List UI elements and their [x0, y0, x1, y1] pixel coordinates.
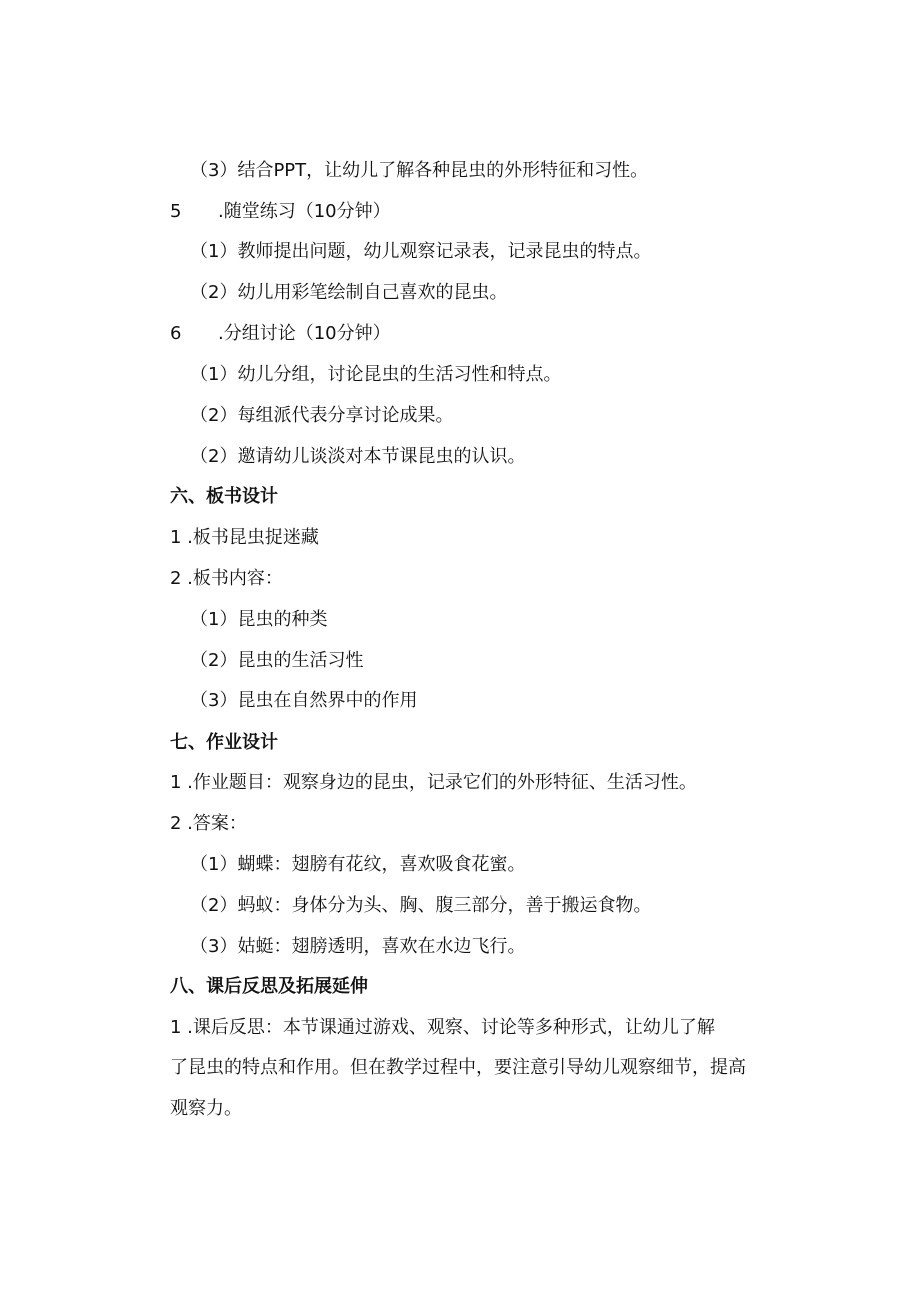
- list-item: 1 .作业题目：观察身边的昆虫，记录它们的外形特征、生活习性。: [170, 772, 697, 793]
- paragraph-line: 观察力。: [170, 1098, 242, 1119]
- list-item: （2）蚂蚁：身体分为头、胸、腹三部分，善于搬运食物。: [190, 895, 652, 916]
- paragraph-line: 1 .课后反思：本节课通过游戏、观察、讨论等多种形式，让幼儿了解: [170, 1017, 715, 1038]
- section-heading: 六、板书设计: [170, 486, 278, 507]
- section-text: .分组讨论（10分钟）: [218, 323, 391, 344]
- list-item: （2）昆虫的生活习性: [190, 650, 364, 671]
- list-item: （3）姑蜓：翅膀透明，喜欢在水边飞行。: [190, 936, 526, 957]
- list-item: （1）幼儿分组，讨论昆虫的生活习性和特点。: [190, 364, 562, 385]
- section-heading: 七、作业设计: [170, 732, 278, 753]
- list-item: （1）蝴蝶：翅膀有花纹，喜欢吸食花蜜。: [190, 854, 526, 875]
- list-item: 2 .答案：: [170, 813, 247, 834]
- section-heading: 八、课后反思及拓展延伸: [170, 976, 368, 997]
- section-item: [170, 200, 391, 224]
- section-item: [170, 322, 391, 346]
- section-number: 5: [170, 201, 182, 222]
- list-item: 1 .板书昆虫捉迷藏: [170, 527, 319, 548]
- list-item: （3）昆虫在自然界中的作用: [190, 690, 418, 711]
- list-item: （3）结合PPT，让幼儿了解各种昆虫的外形特征和习性。: [190, 160, 649, 181]
- list-item: （2）邀请幼儿谈淡对本节课昆虫的认识。: [190, 446, 526, 467]
- list-item: （2）幼儿用彩笔绘制自己喜欢的昆虫。: [190, 282, 508, 303]
- list-item: 2 .板书内容：: [170, 568, 283, 589]
- list-item: （2）每组派代表分享讨论成果。: [190, 405, 454, 426]
- list-item: （1）昆虫的种类: [190, 609, 328, 630]
- section-text: .随堂练习（10分钟）: [218, 201, 391, 222]
- section-number: 6: [170, 323, 182, 344]
- list-item: （1）教师提出问题，幼儿观察记录表，记录昆虫的特点。: [190, 241, 652, 262]
- paragraph-line: 了昆虫的特点和作用。但在教学过程中，要注意引导幼儿观察细节，提高: [170, 1057, 746, 1078]
